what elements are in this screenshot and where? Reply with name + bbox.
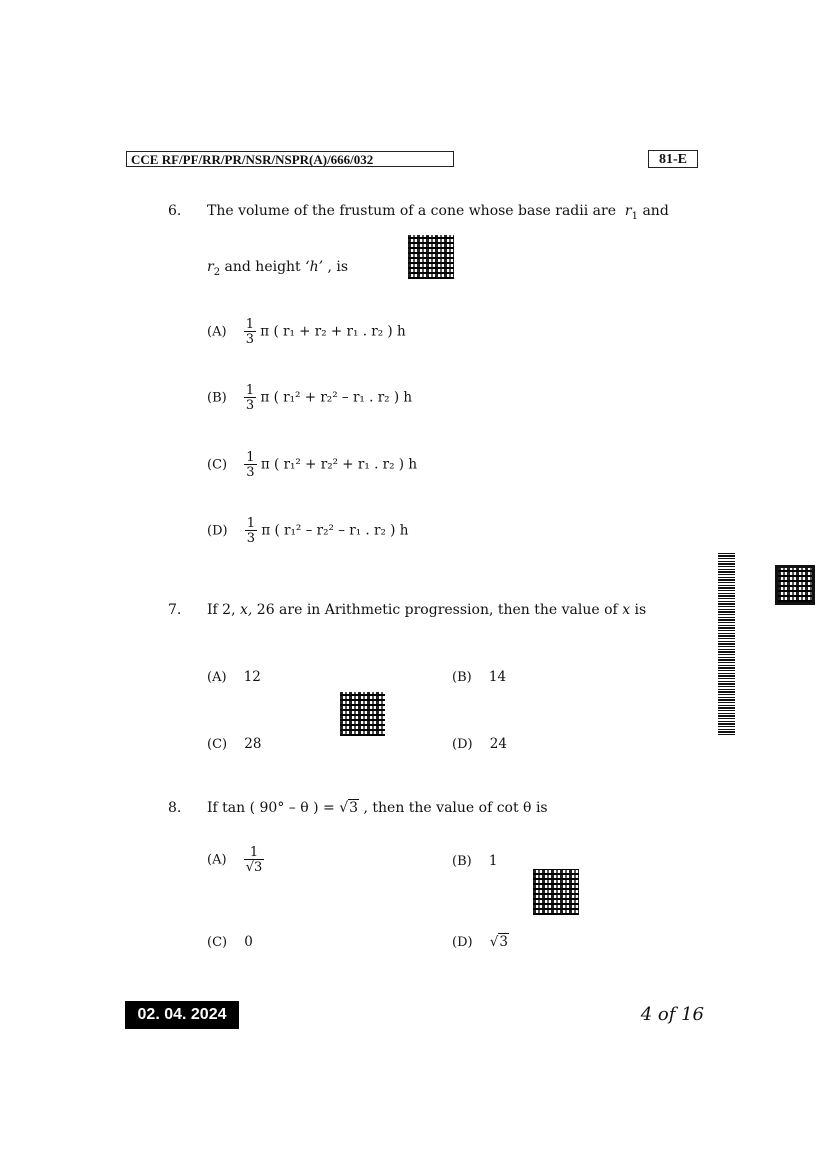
question-6-option-d[interactable]: (D) $\frac{1}{3}$ π ( r₁² – r₂² – r₁ . r₂ ) h	[207, 516, 409, 546]
fraction: $\frac{1}{3}$	[245, 383, 255, 413]
qr-code-side	[775, 565, 815, 605]
square-root: √3	[339, 800, 359, 816]
side-barcode	[718, 552, 735, 735]
qr-code-2	[340, 692, 385, 736]
question-6-line2: $r_2$ and height ‘h’ , is	[207, 259, 349, 278]
qr-code-3	[533, 869, 579, 915]
fraction: $\frac{1}{3}$	[245, 317, 254, 347]
question-8-option-c[interactable]: (C) 0	[207, 934, 253, 950]
exam-date: 02. 04. 2024	[125, 1001, 239, 1029]
question-6-option-a[interactable]: (A) $\frac{1}{3}$ π ( r₁ + r₂ + r₁ . r₂ ) h	[207, 317, 406, 347]
question-7-number: 7.	[168, 602, 182, 618]
square-root: √3	[489, 934, 508, 950]
question-8-option-b[interactable]: (B) 1	[452, 853, 498, 869]
paper-number: 81-E	[648, 150, 698, 168]
question-7-option-c[interactable]: (C) 28	[207, 736, 262, 752]
fraction: $\frac{1}{√3}$	[245, 845, 263, 875]
question-7-option-a[interactable]: (A) 12	[207, 669, 261, 685]
fraction: $\frac{1}{3}$	[246, 516, 256, 546]
question-8-option-d[interactable]: (D) √3	[452, 934, 508, 950]
question-8-option-a[interactable]: (A) $\frac{1}{√3}$	[207, 845, 263, 875]
question-7-option-d[interactable]: (D) 24	[452, 736, 507, 752]
question-6-option-b[interactable]: (B) $\frac{1}{3}$ π ( r₁² + r₂² – r₁ . r₂ ) h	[207, 383, 413, 413]
question-7-text: If 2, x, 26 are in Arithmetic progression, then the value of x is	[207, 602, 647, 618]
question-7-option-b[interactable]: (B) 14	[452, 669, 507, 685]
qr-code-1	[408, 235, 454, 279]
question-6-number: 6.	[168, 203, 182, 219]
question-8-text: If tan ( 90° – θ ) = √3 , then the value of cot θ is	[207, 800, 548, 816]
page-number: 4 of 16	[640, 1004, 704, 1025]
paper-code: CCE RF/PF/RR/PR/NSR/NSPR(A)/666/032	[126, 151, 454, 167]
question-8-number: 8.	[168, 800, 182, 816]
question-6-line1: The volume of the frustum of a cone whose base radii are $r_1$ and	[207, 203, 669, 222]
fraction: $\frac{1}{3}$	[246, 450, 255, 480]
question-6-option-c[interactable]: (C) $\frac{1}{3}$ π ( r₁² + r₂² + r₁ . r₂ ) h	[207, 450, 418, 480]
